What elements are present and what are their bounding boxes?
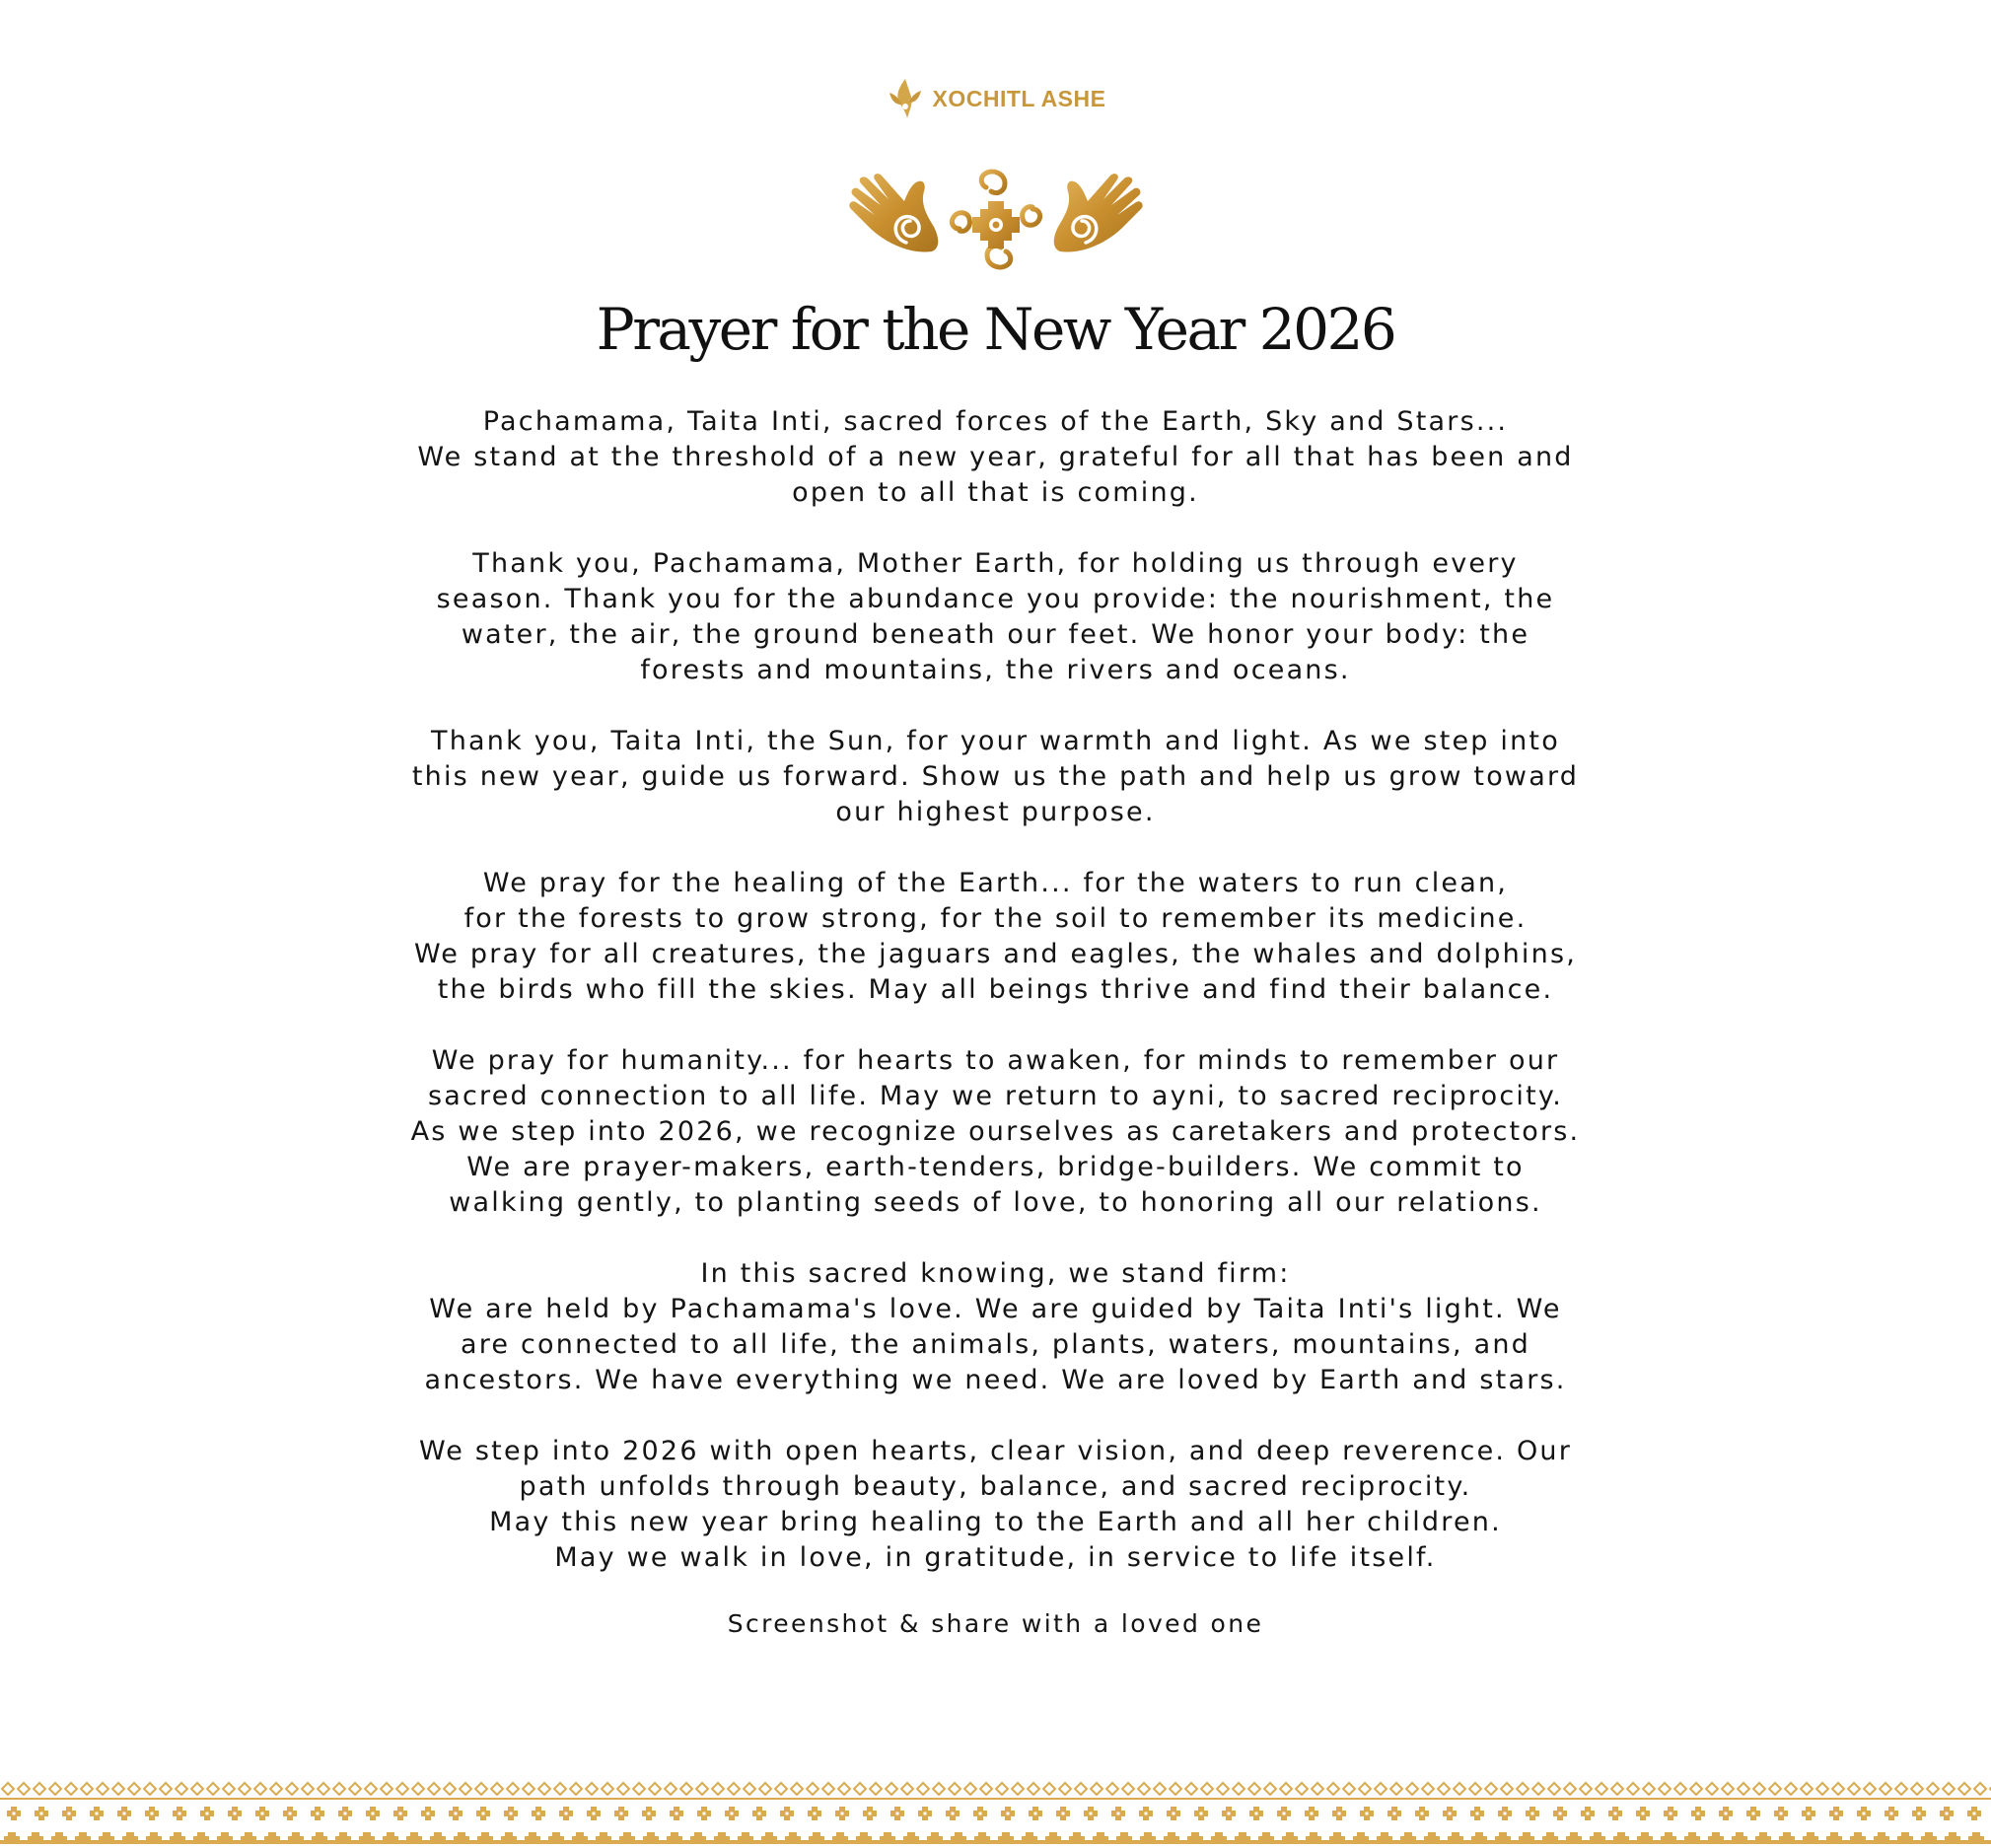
prayer-paragraph: [296, 1256, 1695, 1398]
andean-border-pattern-icon: [0, 1781, 1991, 1848]
prayer-paragraph: [296, 866, 1695, 1008]
prayer-line: our highest purpose.: [835, 797, 1156, 827]
left-hand-icon: [849, 174, 938, 251]
right-hand-icon: [1054, 174, 1143, 251]
prayer-line: walking gently, to planting seeds of love, to honoring all our relations.: [449, 1187, 1542, 1218]
prayer-line: We are held by Pachamama's love. We are guided by Taita Inti's light. We: [429, 1294, 1562, 1324]
prayer-text: [296, 404, 1695, 1611]
prayer-paragraph: [296, 1043, 1695, 1221]
brand-logo[interactable]: [0, 77, 1991, 120]
prayer-line: We pray for humanity... for hearts to awaken, for minds to remember our: [431, 1045, 1560, 1076]
prayer-line: open to all that is coming.: [792, 477, 1199, 508]
prayer-line: May this new year bring healing to the Earth and all her children.: [489, 1507, 1502, 1537]
page-title: Prayer for the New Year 2026: [596, 296, 1395, 363]
brand-name: XOCHITL ASHE: [932, 85, 1106, 111]
prayer-paragraph: [296, 1434, 1695, 1576]
prayer-line: sacred connection to all life. May we return to ayni, to sacred reciprocity.: [427, 1081, 1563, 1111]
andean-hands-emblem-icon: [843, 158, 1149, 281]
prayer-line: Thank you, Pachamama, Mother Earth, for holding us through every: [472, 548, 1519, 579]
prayer-line: We step into 2026 with open hearts, clear vision, and deep reverence. Our: [418, 1436, 1573, 1466]
prayer-line: May we walk in love, in gratitude, in service to life itself.: [554, 1542, 1437, 1573]
share-caption: Screenshot & share with a loved one: [727, 1609, 1264, 1638]
prayer-line: Thank you, Taita Inti, the Sun, for your warmth and light. As we step into: [431, 726, 1560, 756]
prayer-line: In this sacred knowing, we stand firm:: [700, 1258, 1291, 1289]
prayer-paragraph: [296, 404, 1695, 511]
prayer-line: water, the air, the ground beneath our feet. We honor your body: the: [461, 619, 1530, 650]
prayer-line: for the forests to grow strong, for the soil to remember its medicine.: [463, 903, 1528, 934]
prayer-line: We pray for all creatures, the jaguars and eagles, the whales and dolphins,: [413, 939, 1577, 969]
prayer-line: are connected to all life, the animals, plants, waters, mountains, and: [460, 1329, 1531, 1360]
prayer-paragraph: [296, 724, 1695, 830]
chakana-icon: [972, 201, 1020, 249]
prayer-line: path unfolds through beauty, balance, and sacred reciprocity.: [519, 1471, 1472, 1502]
prayer-line: We are prayer-makers, earth-tenders, bridge-builders. We commit to: [466, 1152, 1525, 1182]
prayer-line: season. Thank you for the abundance you provide: the nourishment, the: [436, 584, 1555, 614]
prayer-paragraph: [296, 546, 1695, 688]
prayer-line: As we step into 2026, we recognize ourselves as caretakers and protectors.: [410, 1116, 1581, 1147]
prayer-line: We stand at the threshold of a new year, grateful for all that has been and: [417, 442, 1574, 472]
prayer-line: forests and mountains, the rivers and oceans.: [640, 655, 1351, 685]
prayer-line: ancestors. We have everything we need. We are loved by Earth and stars.: [424, 1365, 1567, 1395]
prayer-line: Pachamama, Taita Inti, sacred forces of the Earth, Sky and Stars...: [482, 406, 1509, 437]
prayer-line: We pray for the healing of the Earth... for the waters to run clean,: [482, 868, 1509, 898]
prayer-line: this new year, guide us forward. Show us the path and help us grow toward: [411, 761, 1580, 792]
hummingbird-icon: [886, 77, 925, 120]
prayer-line: the birds who fill the skies. May all beings thrive and find their balance.: [437, 974, 1554, 1005]
